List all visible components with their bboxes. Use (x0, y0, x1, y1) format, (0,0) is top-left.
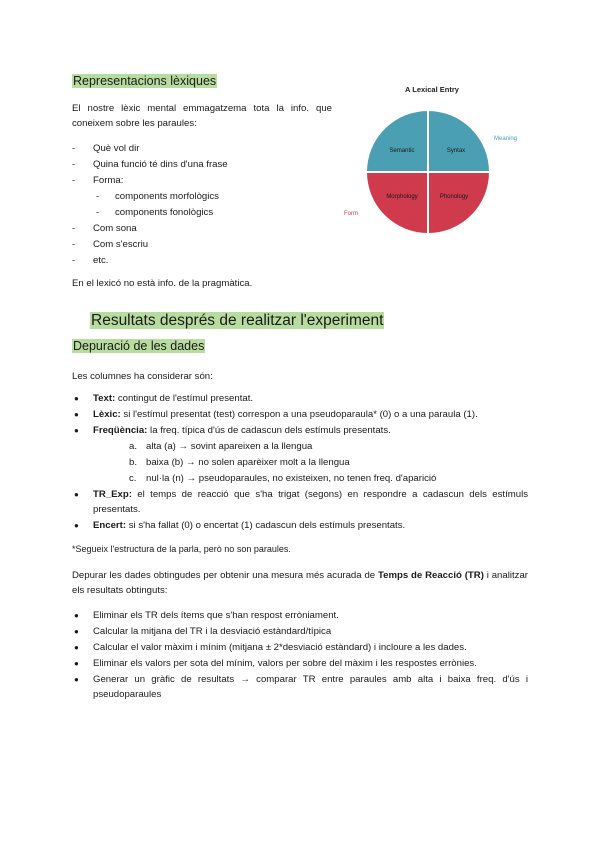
section-title-resultats: Resultats després de realitzar l'experiment (91, 312, 384, 329)
sub-list-item: - components fonològics (96, 207, 214, 218)
quadrant-morphology (366, 172, 428, 234)
list-item: - Com s'escriu (72, 239, 149, 250)
quadrant-syntax (428, 110, 490, 172)
quadrant-phonology (428, 172, 490, 234)
list-item: ● TR_Exp: el temps de reacció que s'ha trigat (segons) en respondre a cadascun dels estímuls presentats. (74, 489, 528, 515)
section-heading-representacions: Representacions lèxiques (73, 74, 217, 88)
list-item: - Quina funció té dins d'una frase (72, 159, 228, 170)
label-meaning: Meaning (494, 136, 518, 142)
freq-item: c. nul·la (n) → pseudoparaules, no existeixen, no tenen freq. d'aparició (129, 473, 437, 484)
footnote: *Segueix l'estructura de la parla, però no son paraules. (72, 544, 291, 554)
columns-list (74, 391, 528, 533)
list-item: - Què vol dir (72, 143, 140, 154)
steps-list (74, 608, 528, 702)
list-item: ● Encert: si s'ha fallat (0) o encertat (1) cadascun dels estímuls presentats. (74, 520, 406, 531)
freq-item: a. alta (a) → sovint apareixen a la llengua (129, 441, 313, 452)
label-semantic: Semantic (389, 148, 415, 154)
list-item: ● Calcular el valor màxim i mínim (mitjana ± 2*desviació estàndard) i incloure a les dades. (74, 642, 467, 653)
lexical-entry-diagram (340, 80, 540, 242)
list-item: - etc. (72, 255, 109, 266)
list-item: ● Text: contingut de l'estímul presentat. (74, 393, 254, 404)
label-phonology: Phonology (439, 194, 469, 200)
dash-list (72, 141, 342, 268)
subheading-depuracio: Depuració de les dades (73, 339, 205, 353)
label-syntax: Syntax (446, 148, 466, 154)
list-item: ● Calcular la mitjana del TR i la desviació estàndard/típica (74, 626, 332, 637)
list-item: ● Eliminar els TR dels ítems que s'han respost erròniament. (74, 610, 339, 621)
list-item: ● Generar un gràfic de resultats → comparar TR entre paraules amb alta i baixa freq. d'ús i pseudoparaules (74, 674, 528, 700)
pragmatics-note: En el lexicó no està info. de la pragmàtica. (72, 278, 253, 289)
depurar-paragraph: Depurar les dades obtingudes per obtenir una mesura més acurada de Temps de Reacció (TR) i analitzar els resultats obtinguts: (72, 570, 528, 596)
columns-intro: Les columnes ha considerar són: (72, 371, 213, 382)
label-morphology: Morphology (386, 194, 418, 200)
quadrant-semantic (366, 110, 428, 172)
label-form: Form (344, 211, 358, 217)
list-item: ● Freqüència: la freq. típica d'ús de cadascun dels estímuls presentats. (74, 425, 391, 436)
list-item: ● Lèxic: si l'estímul presentat (test) correspon a una pseudoparaula* (0) o a una paraula (1). (74, 409, 478, 420)
freq-item: b. baixa (b) → no solen aparèixer molt a la llengua (129, 457, 350, 468)
intro-paragraph: El nostre lèxic mental emmagatzema tota la info. que coneixem sobre les paraules: (72, 103, 332, 129)
list-item: ● Eliminar els valors per sota del mínim, valors per sobre del màxim i les respostes errònies. (74, 658, 477, 669)
sub-list-item: - components morfològics (96, 191, 219, 202)
list-item: - Forma: (72, 175, 124, 186)
list-item: - Com sona (72, 223, 137, 234)
diagram-title: A Lexical Entry (405, 85, 459, 94)
